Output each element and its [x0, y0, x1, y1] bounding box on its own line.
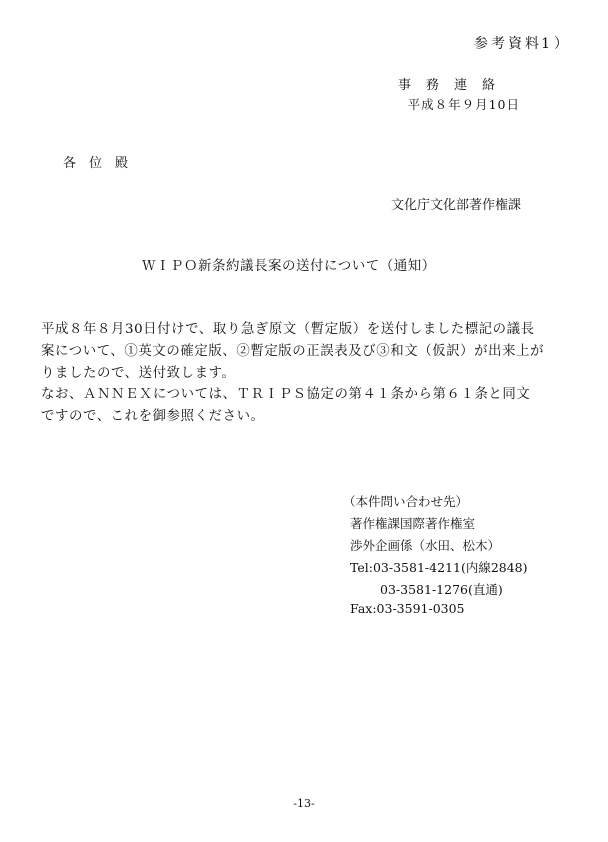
contact-tel-2: 03-3581-1276(直通) [380, 582, 503, 597]
contact-heading: （本件問い合わせ先） [343, 494, 469, 509]
page-number: -13- [293, 797, 315, 810]
reference-label: 参考資料 [474, 36, 542, 52]
reference-number: 1） [541, 36, 572, 52]
contact-office: 著作権課国際著作権室 [350, 516, 476, 531]
addressee: 各位殿 [63, 156, 142, 171]
body-line-1: 平成８年８月30日付けで、取り急ぎ原文（暫定版）を送付しました標記の議長 [41, 322, 535, 337]
body-line-2: 案について、①英文の確定版、②暫定版の正誤表及び③和文（仮訳）が出来上が [41, 344, 545, 359]
document-type: 事務連絡 [397, 78, 510, 93]
body-line-3: りましたので、送付致します。 [41, 366, 236, 381]
contact-section: 渉外企画係（水田、松木） [350, 538, 501, 553]
contact-tel-1: Tel:03-3581-4211(内線2848) [350, 560, 528, 575]
contact-fax: Fax:03-3591-0305 [350, 601, 465, 616]
sender: 文化庁文化部著作権課 [390, 198, 521, 213]
body-line-4: なお、ＡＮＮＥＸについては、ＴＲＩＰＳ協定の第４１条から第６１条と同文 [41, 387, 531, 402]
document-title: ＷＩＰＯ新条約議長案の送付について（通知） [142, 258, 436, 274]
document-date: 平成８年９月10日 [407, 97, 520, 112]
body-line-5: ですので、これを御参照ください。 [41, 409, 265, 424]
